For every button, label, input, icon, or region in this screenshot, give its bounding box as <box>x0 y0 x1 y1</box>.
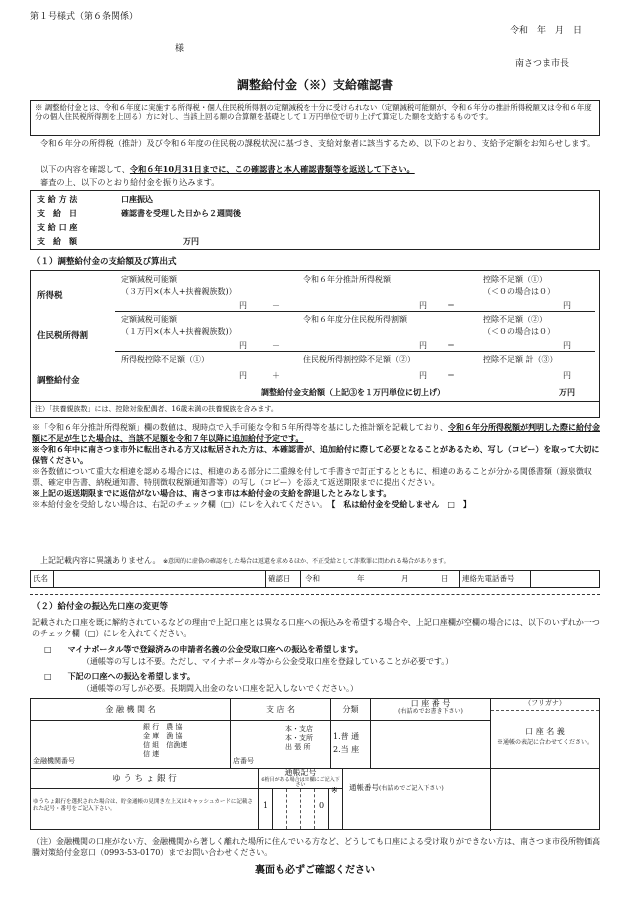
resident-tax-col1-sub: （１万円×(本人+扶養親族数)） <box>121 327 237 336</box>
passbook-no-label: 通帳番号(右詰めでご記入下さい) <box>349 783 444 792</box>
income-tax-col3-sub: （＜０の場合は０） <box>483 287 555 296</box>
acct-type-cell[interactable]: 1.普 通 2.当 座 <box>331 721 371 769</box>
payment-amount-label: 支 給 額 <box>37 236 77 246</box>
phone-field[interactable] <box>533 571 599 587</box>
return-deadline: 令和６年10月31日までに、この確認書と本人確認書類等を返送して下さい。 <box>129 164 415 174</box>
passbook-code-cell[interactable]: 1 0 ※ <box>259 789 343 829</box>
plus-sign: ＋ <box>272 371 280 380</box>
equals-sign: ＝ <box>447 371 455 380</box>
payment-box <box>30 190 600 250</box>
branch-header: 支 店 名 <box>231 699 331 721</box>
type-header: 分類 <box>331 699 371 721</box>
issuer: 南さつま市長 <box>515 59 570 69</box>
date-year: 年 <box>357 574 365 583</box>
note-5: ※本給付金を受給しない場合は、右記のチェック欄（□）にレを入れてください。 【 私は給付金を受給しません □ 】 <box>32 499 471 510</box>
yen-unit: 円 <box>239 371 247 380</box>
income-tax-col1-sub: （３万円×(本人+扶養親族数)） <box>121 287 237 296</box>
bank-name-cell[interactable] <box>31 721 231 769</box>
option-1-checkbox[interactable]: □ <box>44 645 52 654</box>
payment-date-value: 確認書を受理した日から２週間後 <box>121 208 241 218</box>
back-side-notice: 裏面も必ずご確認ください <box>255 865 375 876</box>
calc-footnote: 注）「扶養親族数」には、控除対象配偶者、16歳未満の扶養親族を含みます。 <box>35 405 278 413</box>
bank-code-label: 金融機関番号 <box>33 757 75 765</box>
footer-note: （注）金融機関の口座がない方、金融機関から著しく離れた場所に住んでいる方など、どうしても口座による受け取りができない方は、南さつま市役所物価高騰対策給付金窓口（0993-53-0170）までお問い合わせください。 <box>32 837 600 858</box>
date-label: 確認日 <box>265 571 301 587</box>
payment-method-value: 口座振込 <box>121 194 153 204</box>
yen-unit: 円 <box>563 341 571 350</box>
notice-text: ※ 調整給付金とは、令和６年度に実施する所得税・個人住民税所得割の定額減税を十分に受けられない（定額減税可能額が、令和６年分の推計所得税額又は令和６年度分の個人住民税所得割を上回る）方に対し、当該上回る額の合算額を基礎として１万円単位で切り上げて算定した額を支給するものです。 <box>35 103 592 122</box>
furigana-header: （フリガナ） <box>524 699 566 707</box>
bank-table <box>30 698 600 830</box>
option-2-checkbox[interactable]: □ <box>44 672 52 681</box>
row-divider <box>115 351 595 352</box>
payment-amount-unit: 万円 <box>183 236 199 246</box>
option-1-note: （通帳等の写しは不要。ただし、マイナポータル等から公金受取口座を登録していることが必要です。） <box>82 657 454 666</box>
note-2: ※令和６年中に南さつま市外に転出される方又は転居された方は、本確認書が、追加給付に際して必要となることがあるため、写し（コピー）を取って大切に保管ください。 <box>32 444 600 466</box>
notice-box <box>30 100 600 136</box>
date-day: 日 <box>441 574 449 583</box>
adjust-total-label: 調整給付金支給額（上記③を１万円単位に切上げ） <box>261 387 445 397</box>
income-tax-label: 所得税 <box>37 291 63 301</box>
acct-no-cell[interactable] <box>371 721 491 769</box>
adjust-col3: 控除不足額 計（③） <box>483 355 558 364</box>
form-number: 第１号様式（第６条関係） <box>30 12 139 22</box>
adjust-total-unit: 万円 <box>559 387 575 397</box>
minus-sign: － <box>272 341 280 350</box>
resident-tax-col3: 控除不足額（②） <box>483 315 547 324</box>
note-3: ※各数値について重大な相違を認める場合には、相違のある部分に二重線を付して手書きで訂正するとともに、相違のあることが分かる関係書類（源泉徴収票、確定申告書、納税通知書、特別徴収税額通知書等）の写し（コピー）を添えて返送期限までに提出ください。 <box>32 467 592 488</box>
payment-method-label: 支 給 方 法 <box>37 194 78 204</box>
recipient-suffix: 様 <box>175 44 185 54</box>
phone-label: 連絡先電話番号 <box>459 571 531 587</box>
intro-paragraph: 令和６年分の所得税（推計）及び令和６年度の住民税の課税状況に基づき、支給対象者に該当するため、以下のとおり、支給予定額をお知らせします。 <box>40 138 596 148</box>
resident-tax-label: 住民税所得割 <box>37 331 89 341</box>
yen-unit: 円 <box>239 301 247 310</box>
income-tax-col2: 令和６年分推計所得税額 <box>303 275 391 284</box>
intro-review: 審査の上、以下のとおり給付金を振り込みます。 <box>40 177 220 187</box>
name-field[interactable] <box>53 571 265 587</box>
passbook-no-cell[interactable] <box>343 769 491 831</box>
equals-sign: ＝ <box>447 341 455 350</box>
bank-name-header: 金 融 機 関 名 <box>31 699 231 721</box>
adjust-col2: 住民税所得割控除不足額（②） <box>303 355 415 364</box>
equals-sign: ＝ <box>447 301 455 310</box>
row-divider <box>115 311 595 312</box>
holder-header: 口 座 名 義 <box>525 727 565 736</box>
payment-account-label: 支 給 口 座 <box>37 222 78 232</box>
branch-types: 本・支店 本・支所 出 張 所 <box>285 725 313 752</box>
option-2[interactable]: □ 下記の口座への振込を希望します。 <box>44 671 195 681</box>
section1-heading: （１）調整給付金の支給額及び算出式 <box>32 257 177 267</box>
yen-unit: 円 <box>419 301 427 310</box>
section2-intro: 記載された口座を既に解約されているなどの理由で上記口座とは異なる口座への振込みを希望する場合や、上記口座欄が空欄の場合には、以下のいずれか一つのチェック欄（□）にレを入れてください。 <box>32 618 600 639</box>
resident-tax-col2: 令和６年度分住民税所得割額 <box>303 315 407 324</box>
yen-unit: 円 <box>239 341 247 350</box>
yen-unit: 円 <box>419 371 427 380</box>
adjust-col1: 所得税控除不足額（①） <box>121 355 209 364</box>
note-4: ※上記の返送期限までに返信がない場合は、南さつま市は本給付金の支給を辞退したとみなします。 <box>32 488 392 499</box>
furigana-divider <box>491 710 599 711</box>
confirm-statement: 上記記載内容に異議ありません。 ※意図的に虚偽の確認をした場合は返還を求めるほか、不正受給として詐欺罪に問われる場合があります。 <box>40 556 450 565</box>
acct-no-header: 口 座 番 号 (右詰めでお書き下さい) <box>371 699 491 721</box>
page-title: 調整給付金（※）支給確認書 <box>236 78 393 92</box>
note-1: ※「令和６年分推計所得税額」欄の数値は、現時点で入手可能な令和５年所得等を基にした推計額を記載しており、令和６年分所得税額が判明した際に給付金額に不足が生じた場合は、当該不足額を令和７年以降に追加給付予定です。 <box>32 422 600 444</box>
income-tax-col3: 控除不足額（①） <box>483 275 547 284</box>
payment-date-label: 支 給 日 <box>37 208 77 218</box>
yen-unit: 円 <box>563 371 571 380</box>
section2-heading: （２）給付金の振込先口座の変更等 <box>32 602 169 612</box>
yucho-note: ゆうちょ銀行を選択された場合は、貯金通帳の見開き左上又はキャッシュカードに記載された記号・番号をご記入下さい。 <box>31 789 259 829</box>
date-month: 月 <box>401 574 409 583</box>
decline-checkbox[interactable]: 【 私は給付金を受給しません □ 】 <box>331 499 471 510</box>
minus-sign: － <box>272 301 280 310</box>
calc-box <box>30 270 600 418</box>
branch-code-label: 店番号 <box>233 757 254 765</box>
date-line: 令和 年 月 日 <box>510 26 583 36</box>
name-label: 氏名 <box>33 574 48 583</box>
date-era: 令和 <box>305 574 320 583</box>
holder-cell[interactable] <box>491 721 599 769</box>
holder-note: ※通帳の表記に合わせてください。 <box>496 739 593 746</box>
footnote-divider <box>31 401 599 402</box>
notes-block <box>32 422 600 510</box>
income-tax-col1: 定額減税可能額 <box>121 275 177 284</box>
institution-types: 銀 行 農 協 金 庫 漁 協 信 組 信漁連 信 連 <box>143 723 188 759</box>
branch-cell[interactable] <box>231 721 331 769</box>
yen-unit: 円 <box>563 301 571 310</box>
option-2-note: （通帳等の写しが必要。長期間入出金のない口座を記入しないでください。） <box>82 684 358 693</box>
resident-tax-col1: 定額減税可能額 <box>121 315 177 324</box>
yucho-header: ゆ う ち ょ 銀 行 <box>31 769 259 789</box>
option-1[interactable]: □ マイナポータル等で登録済みの申請者名義の公金受取口座への振込を希望します。 <box>44 644 363 654</box>
adjust-label: 調整給付金 <box>37 376 80 386</box>
confirm-row <box>30 570 600 588</box>
intro-return: 以下の内容を確認して、令和６年10月31日までに、この確認書と本人確認書類等を返送して下さい。 <box>40 164 415 174</box>
yen-unit: 円 <box>419 341 427 350</box>
section-divider <box>30 594 600 595</box>
resident-tax-col3-sub: （＜０の場合は０） <box>483 327 555 336</box>
passbook-code-header: 通帳記号 6桁目がある場合は※欄にご記入下さい <box>259 769 343 789</box>
